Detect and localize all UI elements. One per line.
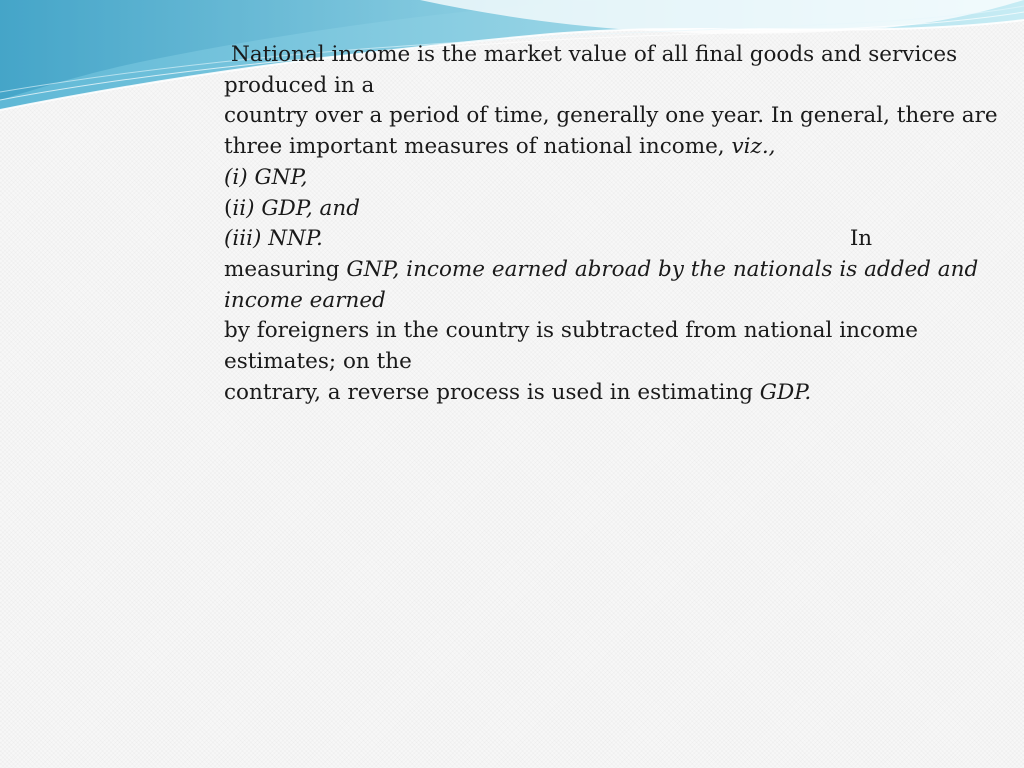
list-item-gdp: (ii) GDP, and	[224, 195, 360, 221]
text-line: income earned	[224, 287, 386, 313]
text-line: country over a period of time, generally one year. In general, there are	[224, 103, 998, 129]
list-item-gnp: (i) GNP,	[224, 164, 308, 190]
text-line: measuring GNP, income earned abroad by the nationals is added and	[224, 256, 979, 282]
text-line: contrary, a reverse process is used in estimating GDP.	[224, 379, 812, 405]
slide-body-text	[224, 40, 1004, 408]
text-line: produced in a	[224, 72, 375, 98]
text-line: by foreigners in the country is subtracted from national income	[224, 318, 919, 344]
text-line: estimates; on the	[224, 349, 412, 375]
text-line: National income is the market value of all final goods and services	[231, 42, 958, 67]
list-item-nnp: (iii) NNP. In	[224, 226, 873, 252]
text-line: three important measures of national income, viz.,	[224, 134, 776, 160]
